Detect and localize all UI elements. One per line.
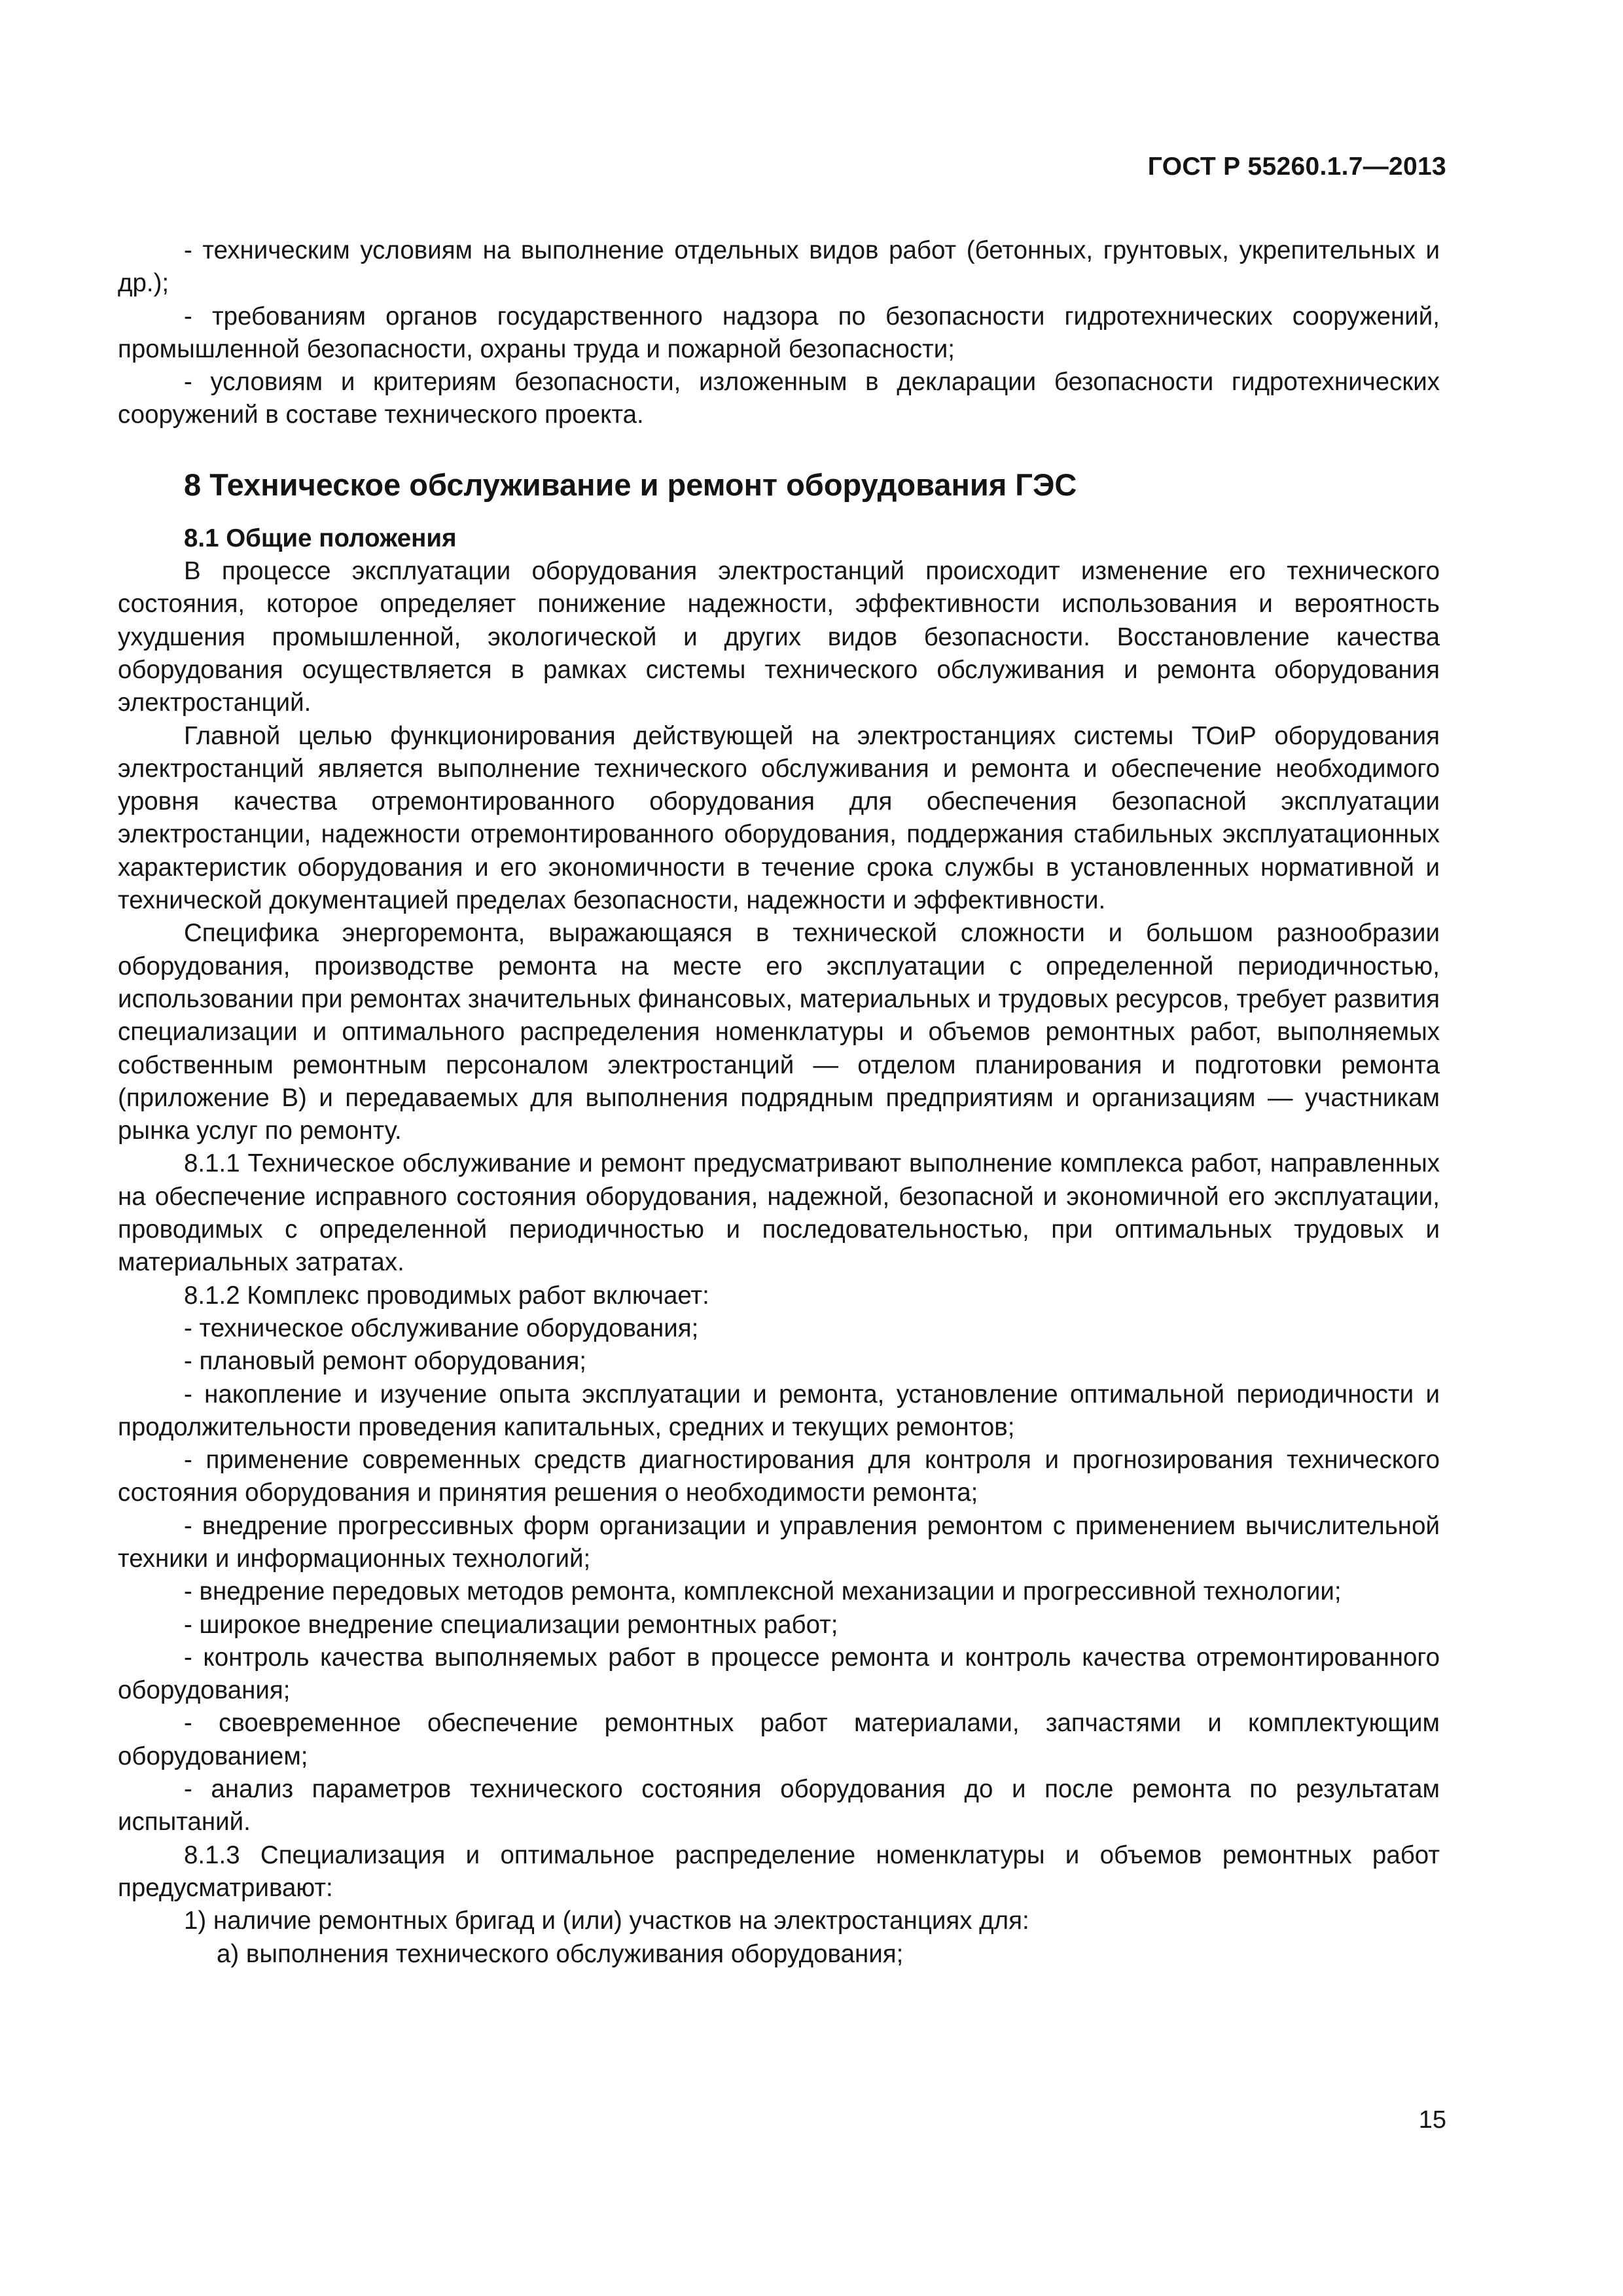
list-item: - накопление и изучение опыта эксплуатации и ремонта, установление оптимальной периодичности и продолжительности проведения капитальных, средних и текущих ремонтов; (118, 1380, 1440, 1441)
list-item: - применение современных средств диагностирования для контроля и прогнозирования технического состояния оборудования и принятия решения о необходимости ремонта; (118, 1446, 1440, 1507)
paragraph: - условиям и критериям безопасности, изложенным в декларации безопасности гидротехнических сооружений в составе технического проекта. (118, 368, 1440, 429)
paragraph: 8.1.3 Специализация и оптимальное распределение номенклатуры и объемов ремонтных работ предусматривают: (118, 1840, 1440, 1902)
list-item: - внедрение передовых методов ремонта, комплексной механизации и прогрессивной технологии; (184, 1577, 1342, 1606)
list-item: - анализ параметров технического состояния оборудования до и после ремонта по результатам испытаний. (118, 1775, 1440, 1837)
list-item: - техническое обслуживание оборудования; (184, 1314, 699, 1342)
list-item: - своевременное обеспечение ремонтных работ материалами, запчастями и комплектующим оборудованием; (118, 1709, 1440, 1770)
paragraph: Главной целью функционирования действующей на электростанциях системы ТОиР оборудования электростанций является выполнение технического обслуживания и ремонта и обеспечение необходимого уровня качества отремонтированного оборудования для обеспечения безопасной эксплуатации электростанции, надежности отремонтированного оборудования, поддержания стабильных эксплуатационных характеристик оборудования и его экономичности в течение срока службы в установленных нормативной и технической документацией пределах безопасности, надежности и эффективности. (118, 721, 1440, 915)
list-item: - внедрение прогрессивных форм организации и управления ремонтом с применением вычислительной техники и информационных технологий; (118, 1511, 1440, 1573)
paragraph: 8.1.1 Техническое обслуживание и ремонт предусматривают выполнение комплекса работ, направленных на обеспечение исправного состояния оборудования, надежной, безопасной и экономичной его эксплуатации, проводимых с определенной периодичностью и последовательностью, при оптимальных трудовых и материальных затратах. (118, 1149, 1440, 1277)
list-item: - плановый ремонт оборудования; (184, 1347, 586, 1376)
subsection-heading: 8.1 Общие положения (184, 524, 457, 552)
page-number: 15 (1418, 2106, 1446, 2134)
list-item: - широкое внедрение специализации ремонтных работ; (184, 1610, 838, 1639)
document-body (118, 234, 1440, 1971)
paragraph: - требованиям органов государственного надзора по безопасности гидротехнических сооружений, промышленной безопасности, охраны труда и пожарной безопасности; (118, 302, 1440, 363)
paragraph: - техническим условиям на выполнение отдельных видов работ (бетонных, грунтовых, укрепительных и др.); (118, 236, 1440, 298)
numbered-item: 1) наличие ремонтных бригад и (или) участков на электростанциях для: (184, 1907, 1029, 1935)
paragraph: В процессе эксплуатации оборудования электростанций происходит изменение его технического состояния, которое определяет понижение надежности, эффективности использования и вероятность ухудшения промышленной, экологической и других видов безопасности. Восстановление качества оборудования осуществляется в рамках системы технического обслуживания и ремонта оборудования электростанций. (118, 557, 1440, 717)
lettered-item: а) выполнения технического обслуживания оборудования; (217, 1939, 904, 1968)
paragraph: Специфика энергоремонта, выражающаяся в технической сложности и большом разнообразии оборудования, производстве ремонта на месте его эксплуатации с определенной периодичностью, использовании при ремонтах значительных финансовых, материальных и трудовых ресурсов, требует развития специализации и оптимального распределения номенклатуры и объемов ремонтных работ, выполняемых собственным ремонтным персоналом электростанций — отделом планирования и подготовки ремонта (приложение В) и передаваемых для выполнения подрядным предприятиям и организациям — участникам рынка услуг по ремонту. (118, 919, 1440, 1145)
paragraph: 8.1.2 Комплекс проводимых работ включает: (184, 1281, 709, 1310)
list-item: - контроль качества выполняемых работ в процессе ремонта и контроль качества отремонтированного оборудования; (118, 1643, 1440, 1705)
document-id-header: ГОСТ Р 55260.1.7—2013 (1147, 152, 1446, 181)
section-heading: 8 Техническое обслуживание и ремонт оборудования ГЭС (184, 467, 1077, 502)
